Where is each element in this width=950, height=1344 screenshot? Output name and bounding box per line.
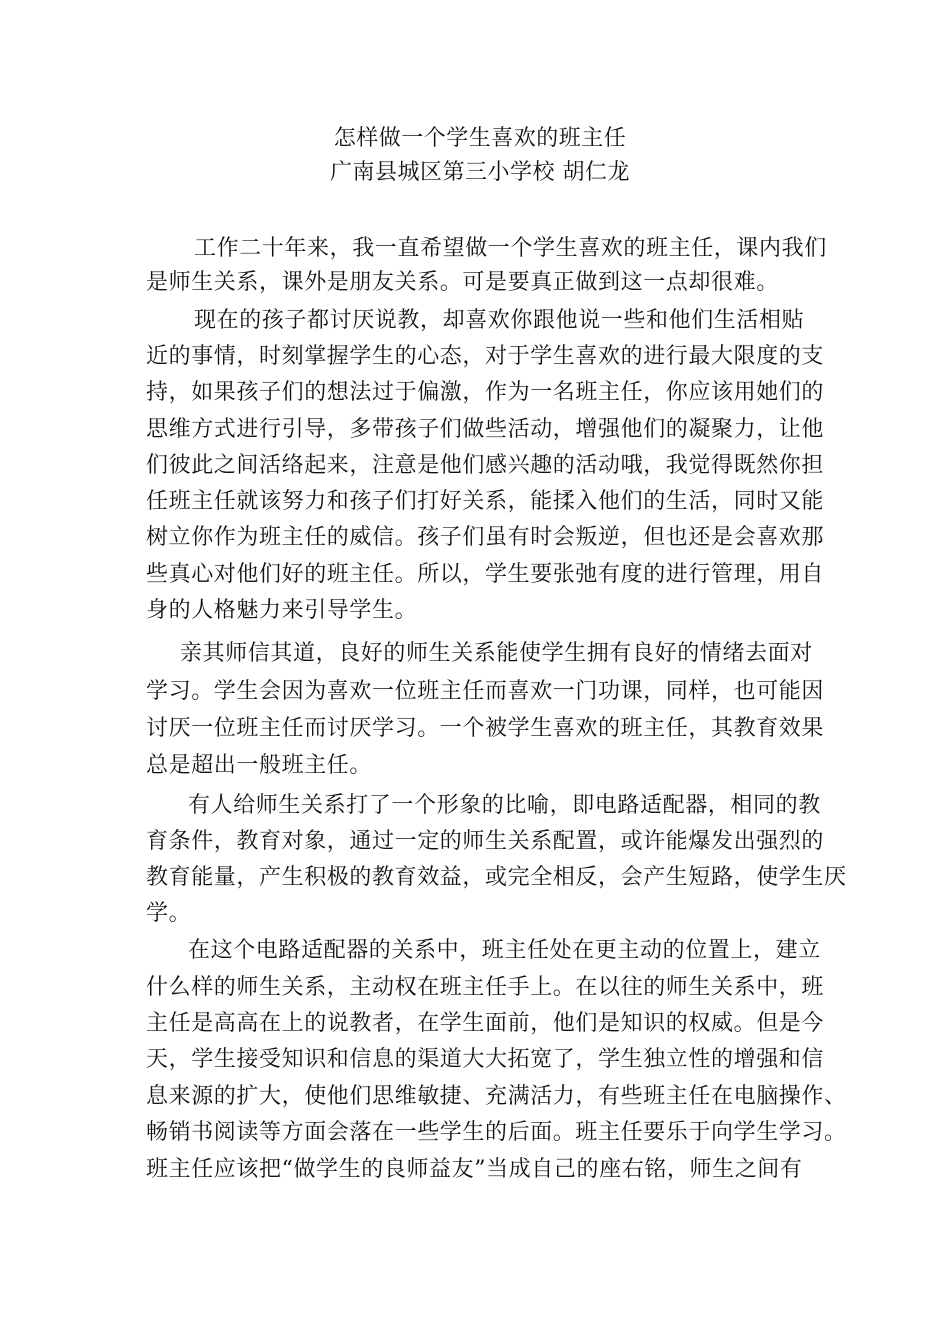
text-line: 学习。学生会因为喜欢一位班主任而喜欢一门功课，同样，也可能因 bbox=[146, 679, 825, 704]
text-line: 总是超出一般班主任。 bbox=[146, 753, 373, 778]
text-line: 班主任应该把“做学生的良师益友”当成自己的座右铭，师生之间有 bbox=[146, 1157, 803, 1182]
document-title: 怎样做一个学生喜欢的班主任 bbox=[333, 126, 627, 151]
text-line: 息来源的扩大，使他们思维敏捷、充满活力，有些班主任在电脑操作、 bbox=[146, 1084, 847, 1109]
text-line: 工作二十年来，我一直希望做一个学生喜欢的班主任，课内我们 bbox=[194, 236, 827, 261]
text-line: 什么样的师生关系，主动权在班主任手上。在以往的师生关系中，班 bbox=[146, 975, 825, 1000]
text-line: 近的事情，时刻掌握学生的心态，对于学生喜欢的进行最大限度的支 bbox=[146, 344, 825, 369]
text-line: 现在的孩子都讨厌说教，却喜欢你跟他说一些和他们生活相贴 bbox=[194, 308, 805, 333]
text-line: 主任是高高在上的说教者，在学生面前，他们是知识的权威。但是今 bbox=[146, 1011, 825, 1036]
author-line: 广南县城区第三小学校 胡仁龙 bbox=[330, 160, 630, 185]
text-line: 育条件，教育对象，通过一定的师生关系配置，或许能爆发出强烈的 bbox=[146, 829, 825, 854]
text-line: 持，如果孩子们的想法过于偏激，作为一名班主任，你应该用她们的 bbox=[146, 380, 825, 405]
text-line: 亲其师信其道，良好的师生关系能使学生拥有良好的情绪去面对 bbox=[180, 641, 813, 666]
text-line: 树立你作为班主任的威信。孩子们虽有时会叛逆，但也还是会喜欢那 bbox=[146, 525, 825, 550]
text-line: 学。 bbox=[146, 901, 192, 926]
text-line: 思维方式进行引导，多带孩子们做些活动，增强他们的凝聚力，让他 bbox=[146, 417, 825, 442]
text-line: 在这个电路适配器的关系中，班主任处在更主动的位置上，建立 bbox=[188, 938, 821, 963]
text-line: 畅销书阅读等方面会落在一些学生的后面。班主任要乐于向学生学习。 bbox=[146, 1120, 847, 1145]
text-line: 任班主任就该努力和孩子们打好关系，能揉入他们的生活，同时又能 bbox=[146, 489, 825, 514]
text-line: 们彼此之间活络起来，注意是他们感兴趣的活动哦，我觉得既然你担 bbox=[146, 453, 825, 478]
text-line: 教育能量，产生积极的教育效益，或完全相反，会产生短路，使学生厌 bbox=[146, 865, 847, 890]
text-line: 身的人格魅力来引导学生。 bbox=[146, 598, 418, 623]
text-line: 讨厌一位班主任而讨厌学习。一个被学生喜欢的班主任，其教育效果 bbox=[146, 716, 825, 741]
text-line: 有人给师生关系打了一个形象的比喻，即电路适配器，相同的教 bbox=[188, 793, 821, 818]
text-line: 是师生关系，课外是朋友关系。可是要真正做到这一点却很难。 bbox=[146, 270, 779, 295]
text-line: 些真心对他们好的班主任。所以，学生要张弛有度的进行管理，用自 bbox=[146, 562, 825, 587]
text-line: 天，学生接受知识和信息的渠道大大拓宽了，学生独立性的增强和信 bbox=[146, 1047, 825, 1072]
